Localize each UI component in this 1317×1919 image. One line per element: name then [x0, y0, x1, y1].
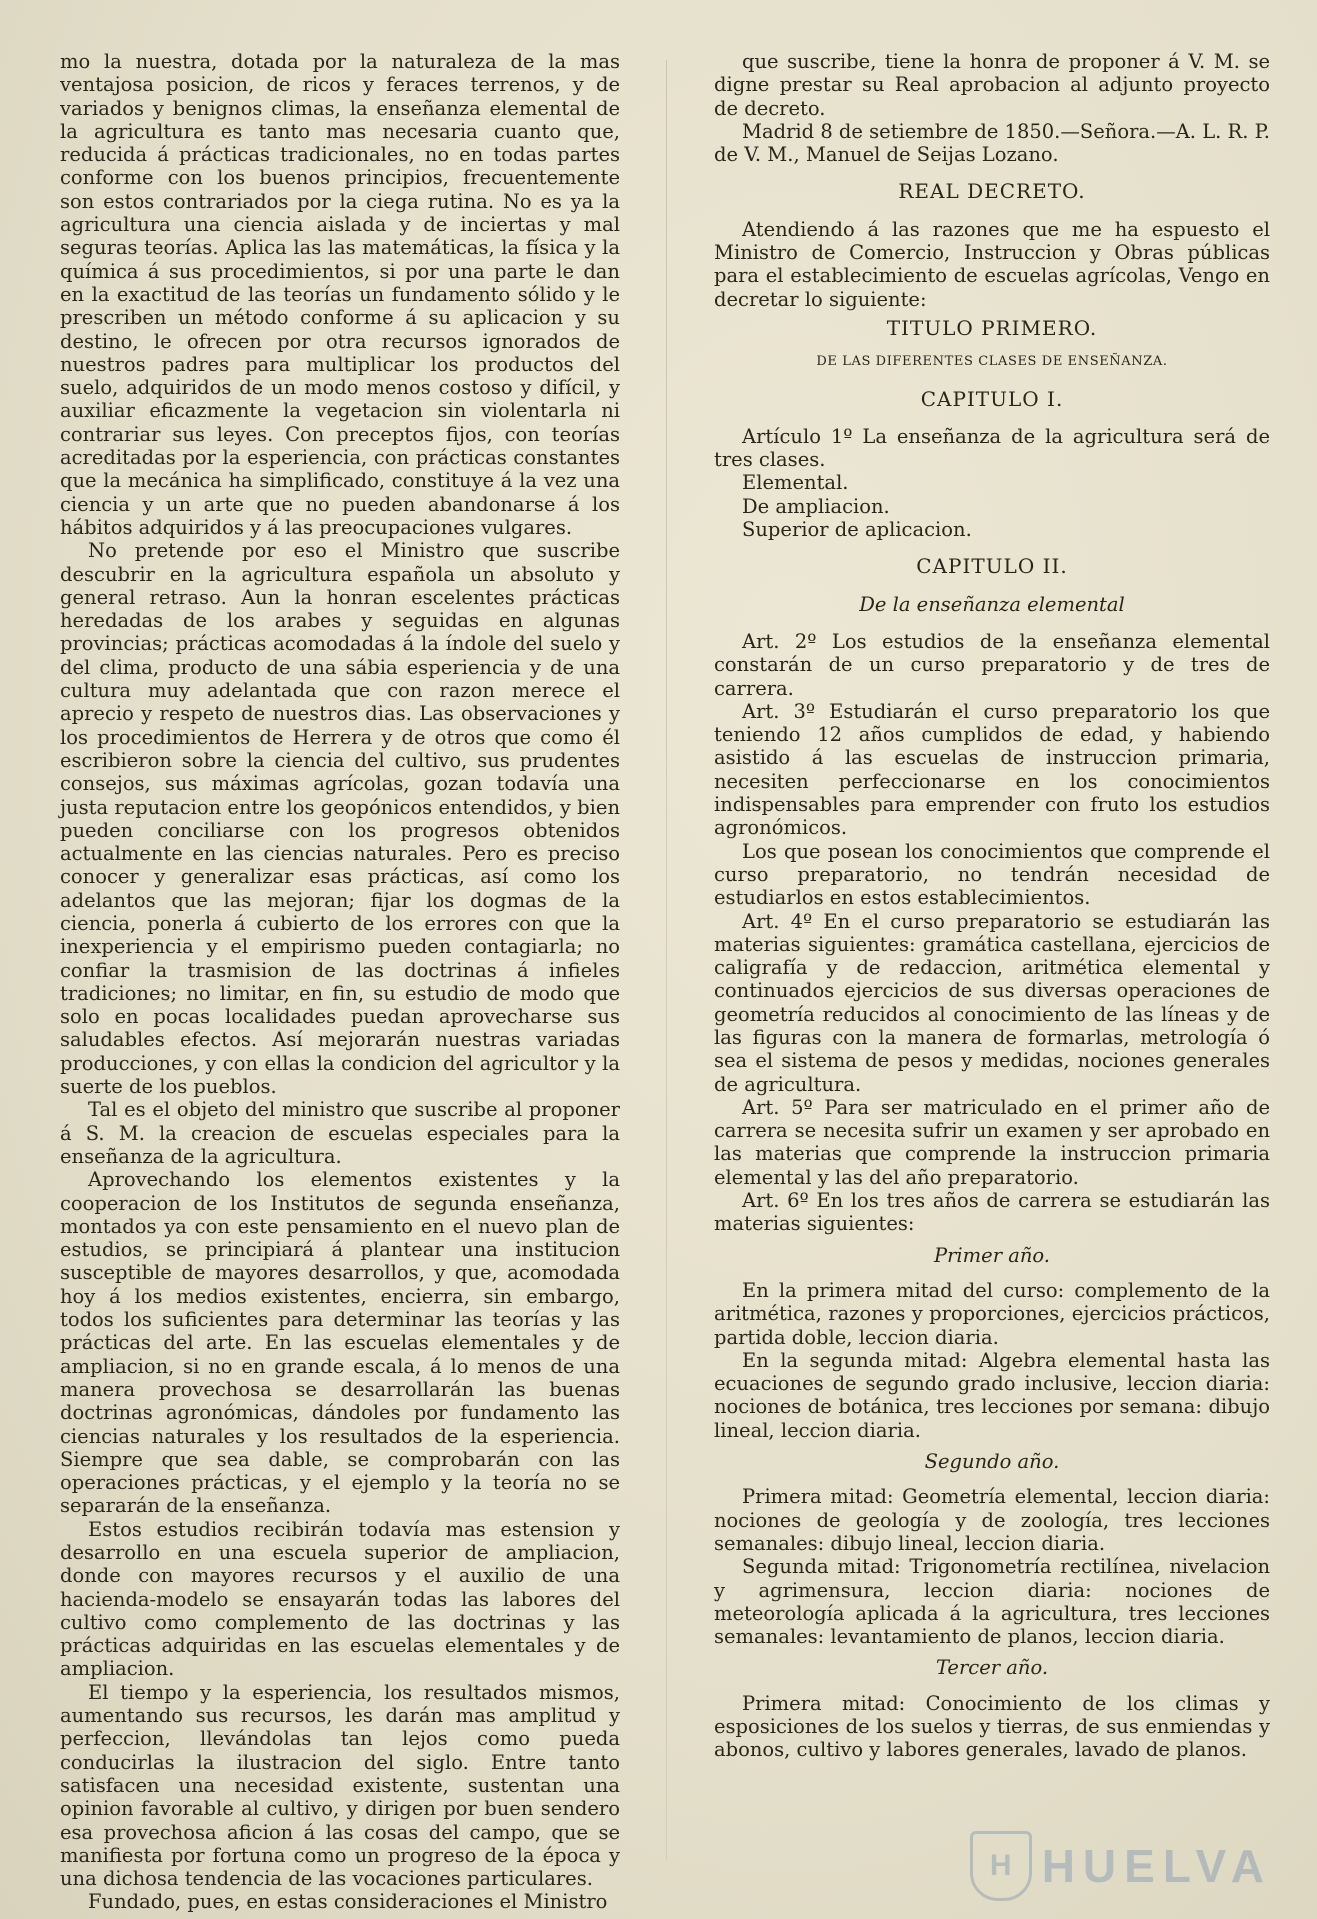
paragraph: Aprovechando los elementos existentes y la cooperacion de los Institutos de segunda enseñanza, montados ya con este pensamiento en el nuevo plan de estudios, se principiará á plantear una institucion susceptible de mayores desarrollos, y que, acomodada hoy á los medios existentes, encierra, sin embargo, todos los suficientes para determinar las teorías y las prácticas del arte. En las escuelas elementales y de ampliacion, si no en grande escala, á lo menos de una manera provechosa se desarrollarán las buenas doctrinas agronómicas, dándoles por fundamento las ciencias naturales y los resultados de la esperiencia. Siempre que sea dable, se comprobarán con las operaciones prácticas, y el ejemplo y la teoría no se separarán de la enseñanza. [60, 1168, 620, 1518]
paragraph: Segunda mitad: Trigonometría rectilínea, nivelacion y agrimensura, leccion diaria: nociones de meteorología aplicada á la agricultura, tres lecciones semanales: levantamiento de planos, leccion diaria. [714, 1555, 1270, 1649]
list-item: Elemental. [742, 471, 849, 495]
paragraph: En la segunda mitad: Algebra elemental hasta las ecuaciones de segundo grado inclusive, leccion diaria: nociones de botánica, tres lecciones por semana: dibujo lineal, leccion diaria. [714, 1348, 1270, 1442]
chapter-heading: CAPITULO I. [920, 386, 1064, 411]
article: Art. 6º En los tres años de carrera se estudiarán las materias siguientes: [714, 1189, 1270, 1236]
article: Los que posean los conocimientos que comprende el curso preparatorio, no tendrán necesidad de estudiarlos en estos establecimientos. [714, 839, 1270, 910]
archive-watermark [970, 1831, 1272, 1901]
list-item: Superior de aplicacion. [742, 518, 972, 542]
article: Art. 4º En el curso preparatorio se estudiarán las materias siguientes: gramática castellana, ejercicios de caligrafía y de redaccion, aritmética elemental y continuados ejercicios de sus diversas operaciones de geometría reducidos al conocimiento de las líneas y de las figuras con la manera de formarlas, metrología ó sea el sistema de pesos y medidas, nociones generales de agricultura. [714, 909, 1270, 1096]
seal-icon: H [970, 1831, 1032, 1901]
column-divider [666, 60, 667, 1860]
chapter-subheading: De la enseñanza elemental [859, 592, 1125, 616]
decree-title: REAL DECRETO. [898, 179, 1086, 204]
title-subheading: DE LAS DIFERENTES CLASES DE ENSEÑANZA. [816, 354, 1168, 370]
year-heading: Segundo año. [924, 1450, 1060, 1474]
decree-intro: Atendiendo á las razones que me ha espuesto el Ministro de Comercio, Instruccion y Obras públicas para el establecimiento de escuelas agrícolas, Vengo en decretar lo siguiente: [714, 217, 1270, 311]
year-heading: Tercer año. [935, 1656, 1049, 1680]
paragraph: Fundado, pues, en estas consideraciones el Ministro [88, 1890, 608, 1914]
paragraph: Estos estudios recibirán todavía mas estension y desarrollo en una escuela superior de ampliacion, donde con mayores recursos y el auxilio de una hacienda-modelo se ensayarán todas las labores del cultivo como complemento de las doctrinas y las prácticas adquiridas en las escuelas elementales y de ampliacion. [60, 1517, 620, 1681]
paragraph: que suscribe, tiene la honra de proponer á V. M. se digne prestar su Real aprobacion al adjunto proyecto de decreto. [714, 50, 1270, 120]
title-heading: TITULO PRIMERO. [886, 315, 1098, 340]
paragraph: En la primera mitad del curso: complemento de la aritmética, razones y proporciones, ejercicios prácticos, partida doble, leccion diaria. [714, 1278, 1270, 1349]
paragraph: Tal es el objeto del ministro que suscribe al proponer á S. M. la creacion de escuelas especiales para la enseñanza de la agricultura. [60, 1098, 620, 1168]
left-column [60, 50, 620, 1914]
article: Art. 3º Estudiarán el curso preparatorio los que teniendo 12 años cumplidos de edad, y habiendo asistido á las escuelas de instruccion primaria, necesiten perfeccionarse en los conocimientos indispensables para emprender con fruto los estudios agronómicos. [714, 699, 1270, 840]
chapter-heading: CAPITULO II. [916, 554, 1068, 579]
paragraph: mo la nuestra, dotada por la naturaleza de la mas ventajosa posicion, de ricos y feraces terrenos, y de variados y benignos climas, la enseñanza elemental de la agricultura es tanto mas necesaria cuanto que, reducida á prácticas tradicionales, no en todas partes conforme con los buenos principios, frecuentemente son estos contrariados por la ciega rutina. No es ya la agricultura una ciencia aislada y de inciertas y mal seguras teorías. Aplica las las matemáticas, la física y la química á sus procedimientos, si por una parte le dan en la exactitud de las teorías un fundamento sólido y le prescriben un método conforme á su aplicacion y su destino, le ofrecen por otra recursos ignorados de nuestros padres para multiplicar los productos del suelo, adquiridos de un modo menos costoso y difícil, y auxiliar eficazmente la vegetacion sin violentarla ni contrariar sus leyes. Con preceptos fijos, con teorías acreditadas por la esperiencia, con prácticas constantes que la mecánica ha simplificado, constituye á la vez una ciencia y un arte que no pueden abandonarse á los hábitos adquiridos y á las preocupaciones vulgares. [60, 50, 620, 539]
article: Artículo 1º La enseñanza de la agricultura será de tres clases. [714, 424, 1270, 472]
signature: Madrid 8 de setiembre de 1850.—Señora.—A. L. R. P. de V. M., Manuel de Seijas Lozano. [714, 119, 1270, 167]
year-heading: Primer año. [933, 1243, 1050, 1267]
article: Art. 5º Para ser matriculado en el primer año de carrera se necesita sufrir un examen y ser aprobado en las materias que comprende la instruccion primaria elemental y las del año preparatorio. [714, 1095, 1270, 1189]
paragraph: Primera mitad: Conocimiento de los climas y esposiciones de los suelos y tierras, de sus enmiendas y abonos, cultivo y labores generales, lavado de planos. [714, 1691, 1270, 1762]
article: Art. 2º Los estudios de la enseñanza elemental constarán de un curso preparatorio y de tres de carrera. [714, 629, 1270, 700]
right-column [714, 50, 1270, 1762]
watermark-text: HUELVA [1041, 1840, 1272, 1892]
paragraph: No pretende por eso el Ministro que suscribe descubrir en la agricultura española un absoluto y general retraso. Aun la honran escelentes prácticas heredadas de los arabes y seguidas en algunas provincias; prácticas acomodadas á la índole del suelo y del clima, producto de una sábia esperiencia y de una cultura muy adelantada que con razon merece el aprecio y respeto de nuestros dias. Las observaciones y los procedimientos de Herrera y de otros que como él escribieron sobre la ciencia del cultivo, sus prudentes consejos, sus máximas agrícolas, gozan todavía una justa reputacion entre los geopónicos entendidos, y bien pueden conciliarse con los progresos obtenidos actualmente en las ciencias naturales. Pero es preciso conocer y generalizar esas prácticas, así como los adelantos que las mejoran; fijar los dogmas de la ciencia, ponerla á cubierto de los errores con que la inexperiencia y el empirismo pueden contagiarla; no confiar la trasmision de las doctrinas á infieles tradiciones; no limitar, en fin, su estudio de modo que solo en pocas localidades puedan aprovecharse sus saludables efectos. Así mejorarán nuestras variadas producciones, y con ellas la condicion del agricultor y la suerte de los pueblos. [60, 539, 620, 1099]
list-item: De ampliacion. [742, 494, 890, 518]
paragraph: Primera mitad: Geometría elemental, leccion diaria: nociones de geología y de zoología, tres lecciones semanales: dibujo lineal, leccion diaria. [714, 1485, 1270, 1555]
paragraph: El tiempo y la esperiencia, los resultados mismos, aumentando sus recursos, les darán mas amplitud y perfeccion, llevándolas tan lejos como pueda conducirlas la ilustracion del siglo. Entre tanto satisfacen una necesidad existente, sustentan una opinion favorable al cultivo, y dirigen por buen sendero esa provechosa aficion á las cosas del campo, que se manifiesta por fortuna como un progreso de la época y una dichosa tendencia de las vocaciones particulares. [60, 1680, 620, 1891]
